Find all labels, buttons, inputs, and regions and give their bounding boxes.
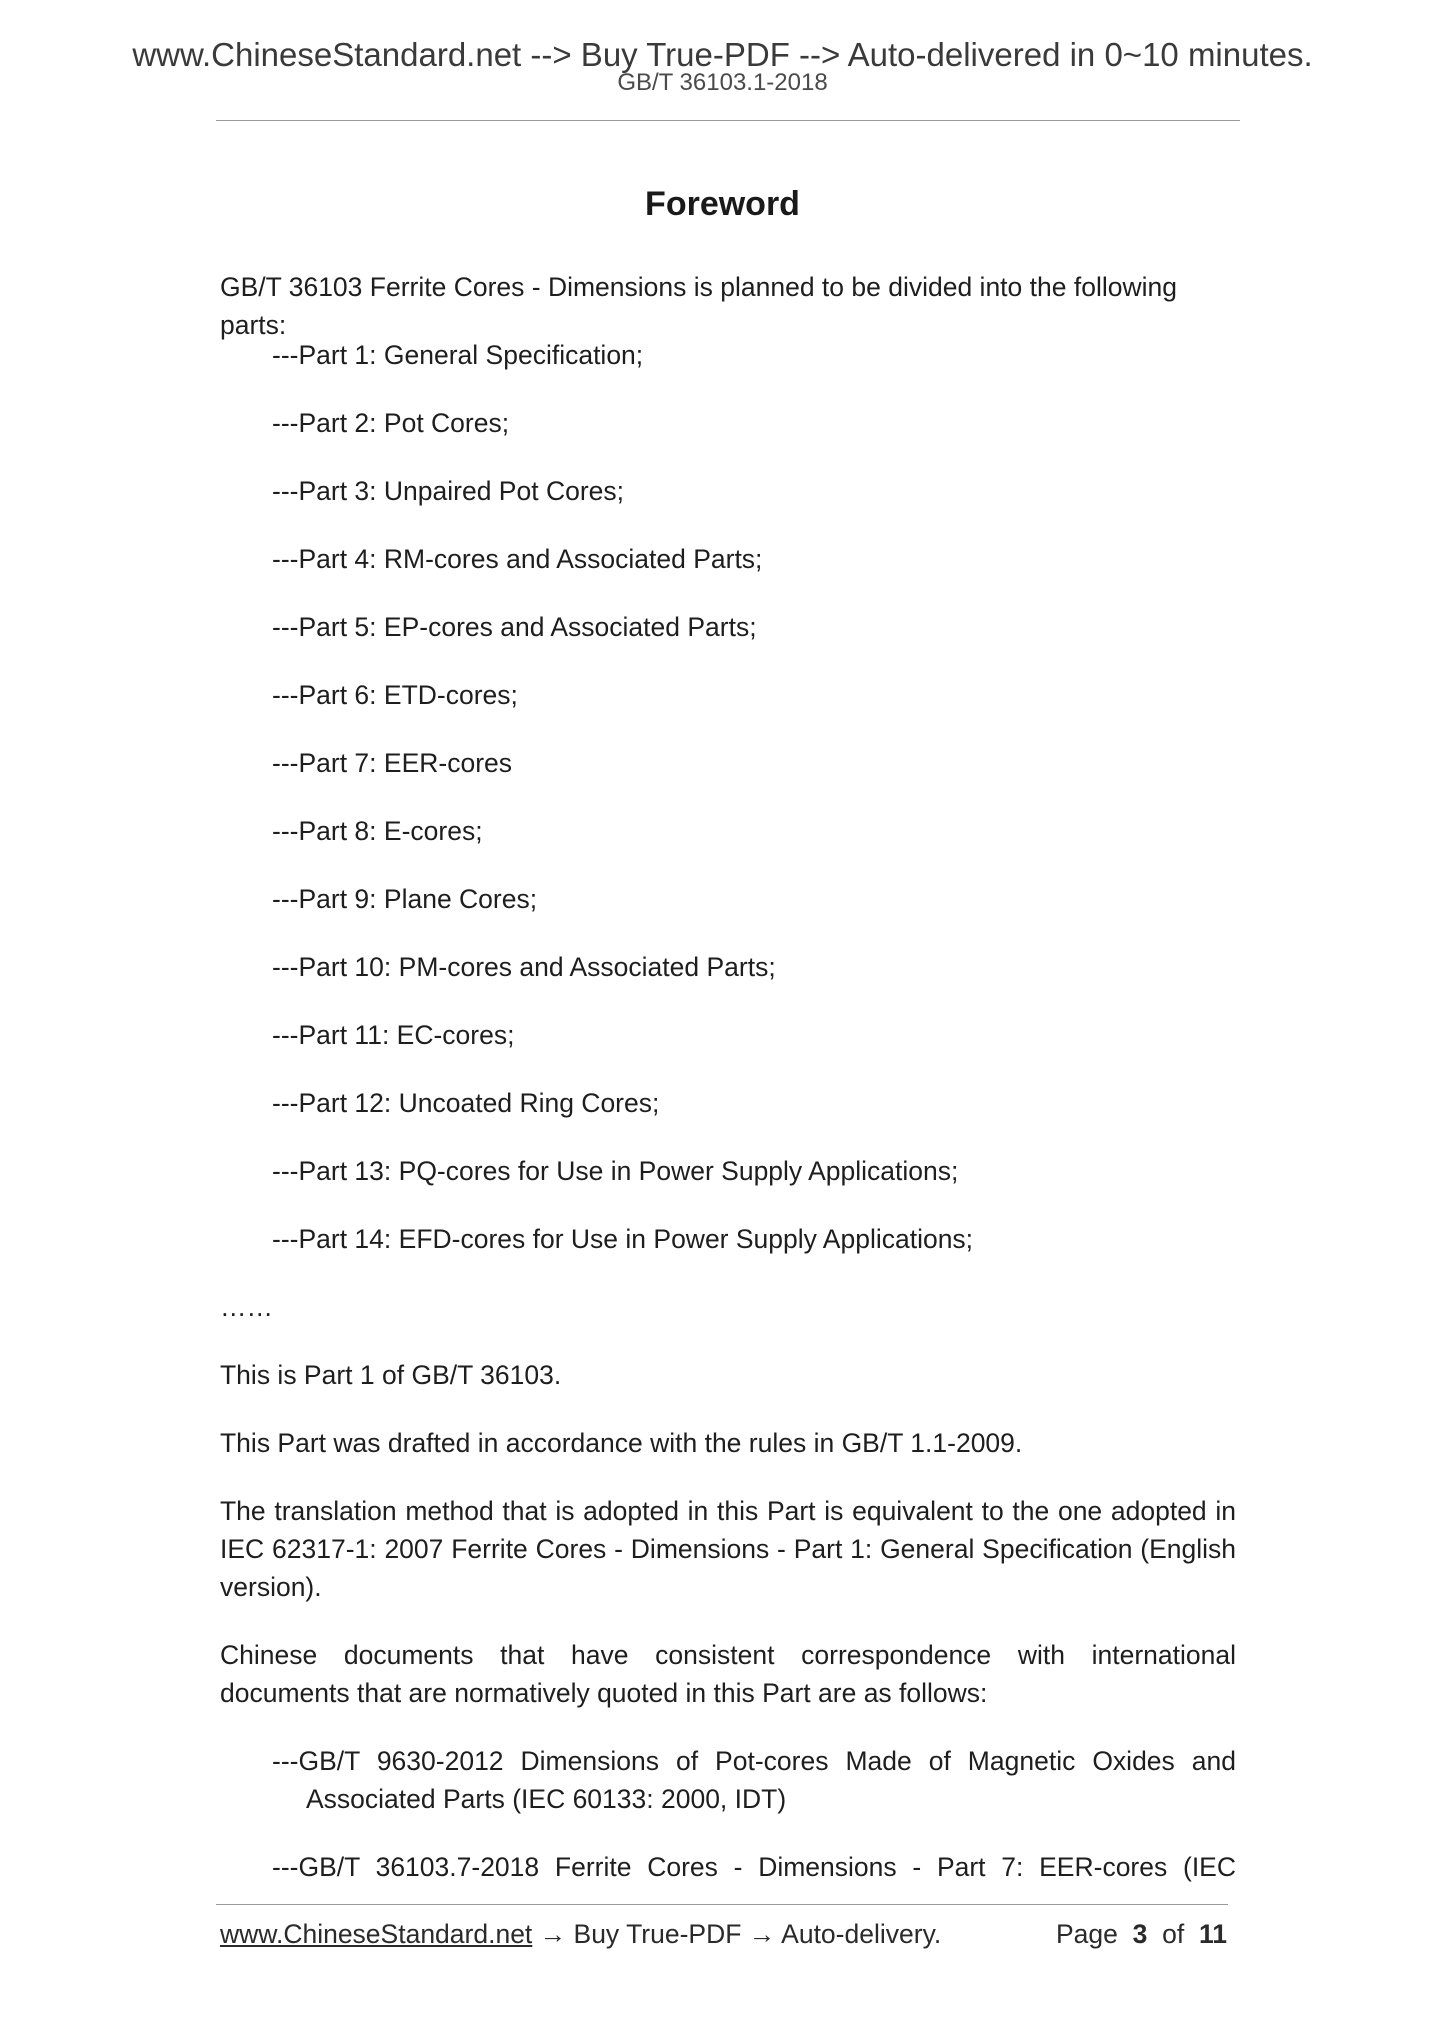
reference-line: ---GB/T 9630-2012 Dimensions of Pot-cores Made of Magnetic Oxides and — [272, 1746, 1236, 1776]
list-item: ---Part 7: EER-cores — [272, 748, 513, 778]
list-item: ---Part 4: RM-cores and Associated Parts; — [272, 544, 763, 574]
paragraph-translation: The translation method that is adopted in this Part is equivalent to the one adopted in IEC 62317-1: 2007 Ferrite Cores - Dimensions - Part 1: General Specification (English version). — [220, 1496, 1236, 1602]
footer-link[interactable] — [220, 1919, 941, 1950]
list-item: ---Part 11: EC-cores; — [272, 1020, 515, 1050]
list-item: ---Part 12: Uncoated Ring Cores; — [272, 1088, 660, 1118]
paragraph-part: This is Part 1 of GB/T 36103. — [220, 1360, 562, 1390]
list-item: ---Part 10: PM-cores and Associated Parts; — [272, 952, 776, 982]
reference-line: ---GB/T 36103.7-2018 Ferrite Cores - Dimensions - Part 7: EER-cores (IEC — [272, 1852, 1236, 1882]
page-current: 3 — [1132, 1919, 1148, 1949]
standard-code: GB/T 36103.1-2018 — [617, 69, 828, 96]
paragraph-chinese-documents: Chinese documents that have consistent correspondence with international documents that are normatively quoted in this Part are as follows: — [220, 1640, 1236, 1708]
list-item: ---Part 2: Pot Cores; — [272, 408, 510, 438]
intro-paragraph: GB/T 36103 Ferrite Cores - Dimensions is planned to be divided into the following parts: — [220, 272, 1177, 340]
page-title: Foreword — [645, 185, 800, 223]
list-item: ---Part 3: Unpaired Pot Cores; — [272, 476, 624, 506]
reference-item — [272, 1742, 1236, 1818]
site-banner[interactable]: www.ChineseStandard.net --> Buy True-PDF --> Auto-delivered in 0~10 minutes. — [132, 36, 1313, 73]
list-item: ---Part 14: EFD-cores for Use in Power Supply Applications; — [272, 1224, 974, 1254]
list-item: ---Part 6: ETD-cores; — [272, 680, 518, 710]
paragraph-drafted: This Part was drafted in accordance with the rules in GB/T 1.1-2009. — [220, 1428, 1023, 1458]
footer-divider — [216, 1904, 1228, 1905]
list-item: ---Part 13: PQ-cores for Use in Power Supply Applications; — [272, 1156, 959, 1186]
list-item: ---Part 9: Plane Cores; — [272, 884, 538, 914]
list-item: ---Part 1: General Specification; — [272, 340, 644, 370]
reference-item — [272, 1848, 1236, 1886]
ellipsis: …… — [220, 1292, 273, 1322]
header-divider — [216, 120, 1240, 121]
reference-line: Associated Parts (IEC 60133: 2000, IDT) — [306, 1784, 787, 1814]
list-item: ---Part 5: EP-cores and Associated Parts; — [272, 612, 757, 642]
list-item: ---Part 8: E-cores; — [272, 816, 483, 846]
footer-url[interactable]: www.ChineseStandard.net — [220, 1919, 533, 1949]
page-of: of — [1162, 1919, 1185, 1949]
footer-tail: → Buy True-PDF → Auto-delivery. — [532, 1919, 942, 1949]
page-total: 11 — [1198, 1919, 1227, 1949]
page-indicator — [1056, 1919, 1227, 1950]
page-label: Page — [1056, 1919, 1118, 1949]
